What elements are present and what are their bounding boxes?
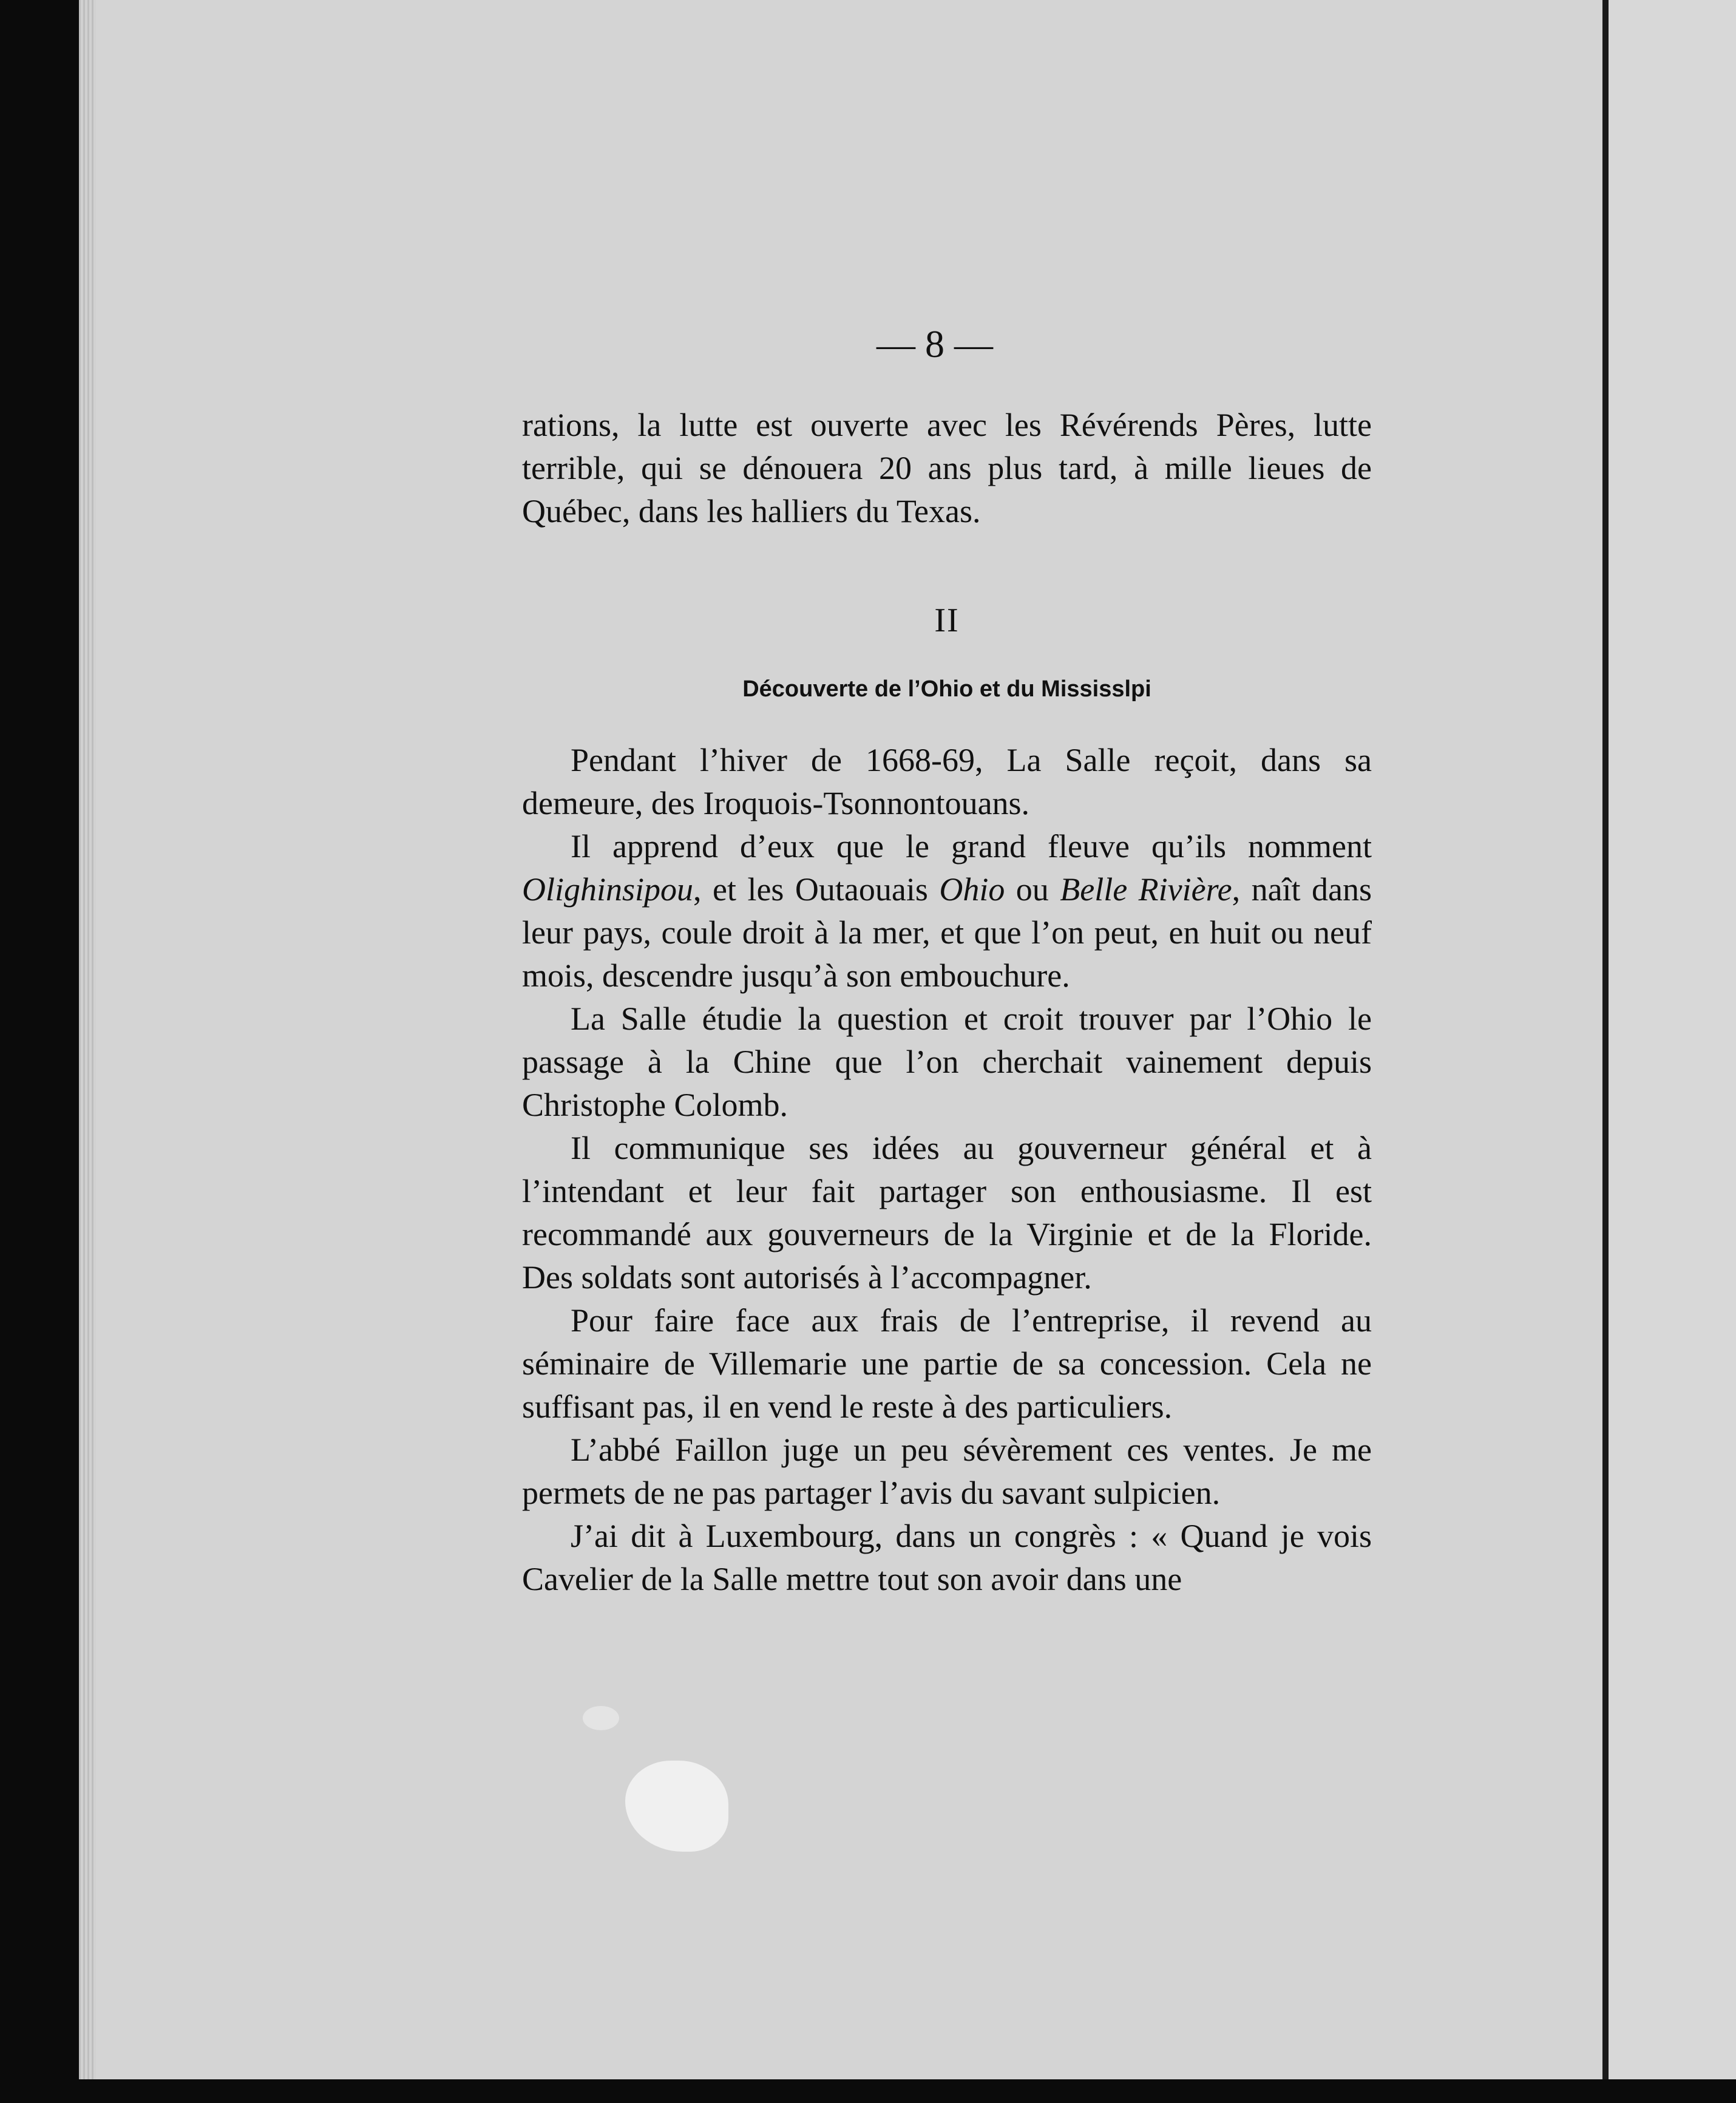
page-edge xyxy=(79,0,96,2079)
paragraph-3: La Salle étudie la question et croit trouver par l’Ohio le passage à la Chine que l’on cherchait vainement depuis Christophe Colomb. xyxy=(522,1001,1372,1123)
paragraph-2 xyxy=(522,825,1372,997)
paragraph-4: Il communique ses idées au gouverneur général et à l’intendant et leur fait partager son enthousiasme. Il est recommandé aux gouverneurs de la Virginie et de la Floride. Des soldats sont autorisés à l’accompagner. xyxy=(522,1130,1372,1296)
paragraph-2-text-a: Il apprend d’eux que le grand fleuve qu’ils nomment xyxy=(571,828,1372,865)
paragraph-5: Pour faire face aux frais de l’entreprise, il revend au séminaire de Villemarie une partie de sa concession. Cela ne suffisant pas, il en vend le reste à des particuliers. xyxy=(522,1302,1372,1425)
paragraph-7: J’ai dit à Luxembourg, dans un congrès : « Quand je vois Cavelier de la Salle mettre tout son avoir dans une xyxy=(522,1518,1372,1597)
section-title: Découverte de l’Ohio et du Mississlpi xyxy=(742,676,1151,702)
section-number: II xyxy=(934,602,960,639)
bottom-border xyxy=(0,2079,1736,2103)
paragraph-2-text-g: , naît dans leur pays, coule droit à la mer, et que l’on peut, en huit ou neuf mois, descendre jusqu’à son embouchure. xyxy=(522,871,1372,994)
paragraph-6: L’abbé Faillon juge un peu sévèrement ces ventes. Je me permets de ne pas partager l’avis du savant sulpicien. xyxy=(522,1432,1372,1511)
paragraph-1: Pendant l’hiver de 1668-69, La Salle reçoit, dans sa demeure, des Iroquois-Tsonnontouans. xyxy=(522,742,1372,821)
river-name-belle-riviere: Belle Rivière xyxy=(1060,871,1232,908)
paragraph-2-text-c: , et les Outaouais xyxy=(693,871,940,908)
text-block xyxy=(522,404,1372,1601)
paragraph-2-text-e: ou xyxy=(1005,871,1060,908)
continued-paragraph: rations, la lutte est ouverte avec les Révérends Pères, lutte terrible, qui se dénouera 20 ans plus tard, à mille lieues de Québec, dans les halliers du Texas. xyxy=(522,407,1372,529)
facing-page-edge xyxy=(1609,0,1736,2079)
smudge-mark xyxy=(583,1706,619,1730)
river-name-ohio: Ohio xyxy=(939,871,1005,908)
river-name-olighinsipou: Olighinsipou xyxy=(522,871,694,908)
paper-stain xyxy=(625,1761,728,1852)
page-number: — 8 — xyxy=(876,322,993,365)
